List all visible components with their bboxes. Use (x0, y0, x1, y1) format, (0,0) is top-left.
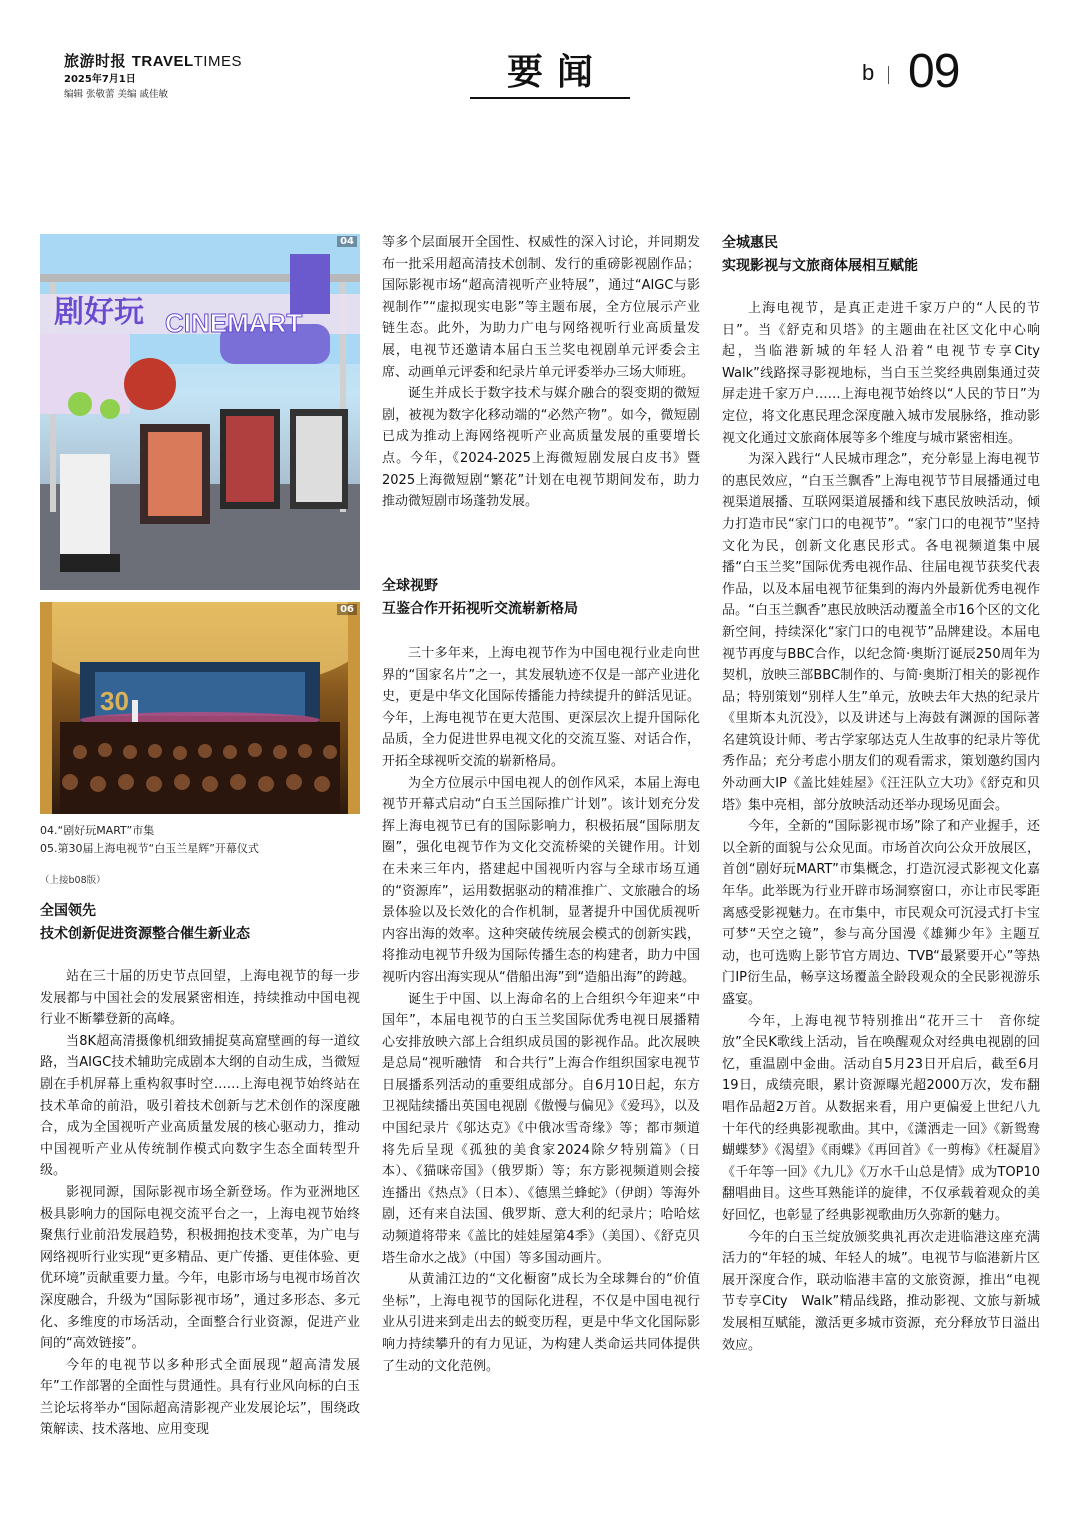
stage-number: 30 (100, 686, 129, 716)
col3-heading-line1: 全城惠民 (722, 235, 778, 251)
brand-chinese: 旅游时报 (64, 52, 127, 70)
col3-paragraph: 今年，全新的“国际影视市场”除了和产业握手，还以全新的面貌与公众见面。市场首次向公众开放展区，首创“剧好玩MART”市集概念，打造沉浸式影视文化嘉年华。此举既为行业开辟市场洞察窗口，亦让市民零距离感受影视魅力。在市集中，市民观众可沉浸式打卡宝可梦“天空之镜”，参与高分国漫《雄狮少年》主题互动，也可选购上影节官方周边、TVB“最紧要开心”等热门IP衍生品，畅享这场覆盖全龄段观众的全民影视游乐盛宴。 (722, 819, 1040, 1007)
page-number: 09 (908, 45, 960, 98)
col2-body-bottom (382, 643, 700, 1377)
col2-heading-line1: 全球视野 (382, 578, 438, 594)
col1-paragraph: 站在三十届的历史节点回望，上海电视节的每一步发展都与中国社会的发展紧密相连，持续推动中国电视行业不断攀登新的高峰。 (40, 969, 360, 1028)
col1-heading-line1: 全国领先 (40, 903, 96, 919)
col2-paragraph: 等多个层面展开全国性、权威性的深入讨论，并同期发布一批采用超高清技术创制、发行的重磅影视剧作品；国际影视市场“超高清视听产业特展”，通过“AIGC与影视制作”“虚拟现实电影”等主题布展，全方位展示产业链生态。此外，为助力广电与网络视听行业高质量发展，电视节还邀请本届白玉兰奖电视剧单元评委会主席、动画单元评委和纪录片单元评委举办三场大师班。 (382, 235, 700, 380)
col1-heading (40, 900, 360, 946)
cinemart-sign-english: CINEMART (165, 308, 303, 338)
col1-paragraph: 当8K超高清摄像机细致捕捉莫高窟壁画的每一道纹路，当AIGC技术辅助完成剧本大纲的自动生成，当微短剧在手机屏幕上重构叙事时空……上海电视节始终站在技术革命的前沿，吸引着技术创新与艺术创作的深度融合，成为全国视听产业高质量发展的核心驱动力，推动中国视听产业从传统制作模式向数字生态全面转型升级。 (40, 1033, 360, 1179)
page-prefix: b (862, 60, 875, 85)
brand-english-light: TIMES (193, 53, 242, 70)
caption-line-1: 04.“剧好玩MART”市集 (40, 824, 155, 837)
col2-paragraph: 诞生于中国、以上海命名的上合组织今年迎来“中国年”，本届电视节的白玉兰奖国际优秀电视日展播精心安排放映六部上合组织成员国的影视作品。此次展映是总局“视听融情 和合共行”上海合作组织国家电视节日展播系列活动的重要组成部分。自6月10日起，东方卫视陆续播出英国电视剧《傲慢与偏见》《爱玛》，以及中国纪录片《邬达克》《中俄冰雪奇缘》等；都市频道将先后呈现《孤独的美食家2024除夕特别篇》（日本）、《猫咪帝国》（俄罗斯）等；东方影视频道则会接连播出《热点》（日本）、《德黑兰蜂蛇》（伊朗）等海外剧，还有来自法国、俄罗斯、意大利的纪录片；哈哈炫动频道将带来《盖比的娃娃屋第4季》（美国）、《舒克贝塔生命水之战》（中国）等多国动画片。 (382, 991, 700, 1266)
col1-paragraph: 影视同源，国际影视市场全新登场。作为亚洲地区极具影响力的国际电视交流平台之一，上海电视节始终聚焦行业前沿发展趋势，积极拥抱技术变革，为广电与网络视听行业实现“更多精品、更广传播、更佳体验、更优环境”贡献重要力量。今年，电影市场与电视市场首次深度融合，升级为“国际影视市场”，通过多形态、多元化、多维度的市场活动，全面整合行业资源，促进产业间的“高效链接”。 (40, 1184, 360, 1352)
col2-paragraph: 诞生并成长于数字技术与媒介融合的裂变期的微短剧，被视为数字化移动端的“必然产物”。如今，微短剧已成为推动上海网络视听产业高质量发展的重要增长点。今年，《2024-2025上海微短剧发展白皮书》暨2025上海微短剧“繁花”计划在电视节期间发布，助力推动微短剧市场蓬勃发展。 (382, 386, 700, 510)
col1-paragraph: 今年的电视节以多种形式全面展现“超高清发展年”工作部署的全面性与贯通性。具有行业风向标的白玉兰论坛将举办“国际超高清影视产业发展论坛”，围绕政策解读、技术落地、应用变现 (40, 1357, 360, 1438)
col3-heading (722, 232, 1040, 278)
cinemart-sign-chinese: 剧好玩 (54, 295, 144, 330)
col2-paragraph: 为全方位展示中国电视人的创作风采，本届上海电视节开幕式启动“白玉兰国际推广计划”。该计划充分发挥上海电视节已有的国际影响力，积极拓展“国际朋友圈”，强化电视节作为文化交流桥梁的关键作用。计划在未来三年内，搭建起中国视听内容与全球市场互通的“资源库”，运用数据驱动的精准推广、文旅融合的场景体验以及长效化的合作机制，显著提升中国优质视听内容出海的效率。这种突破传统展会模式的创新实践，将推动电视节升级为国际传播生态的构建者，助力中国视听内容出海实现从“借船出海”到“造船出海”的跨越。 (382, 775, 700, 985)
col3-paragraph: 今年的白玉兰绽放颁奖典礼再次走进临港这座充满活力的“年轻的城、年轻人的城”。电视节与临港新片区展开深度合作，联动临港丰富的文旅资源，推出“电视节专享City Walk”精品线路，推动影视、文旅与新城发展相互赋能，激活更多城市资源，充分释放节日溢出效应。 (722, 1229, 1040, 1353)
col1-body (40, 966, 360, 1441)
continued-note: （上接b08版） (40, 875, 106, 886)
col3-body (722, 298, 1040, 1356)
page-separator (888, 66, 889, 84)
brand-english-bold: TRAVEL (131, 53, 194, 70)
col2-heading-line2: 互鉴合作开拓视听交流崭新格局 (382, 601, 578, 617)
section-title: 要闻 (506, 51, 607, 93)
photo-cinemart-market (40, 234, 360, 590)
col2-paragraph: 从黄浦江边的“文化橱窗”成长为全球舞台的“价值坐标”，上海电视节的国际化进程，不仅是中国电视行业从引进来到走出去的蜕变历程，更是中华文化国际影响力持续攀升的有力见证，为构建人类命运共同体提供了生动的文化范例。 (382, 1272, 700, 1374)
col2-heading (382, 575, 700, 621)
photo-captions (40, 822, 360, 858)
photo-ceremony-illustration (40, 602, 360, 814)
section-underline (470, 97, 630, 99)
photo-number: 04 (337, 236, 357, 247)
col3-heading-line2: 实现影视与文旅商体展相互赋能 (722, 258, 918, 274)
col3-paragraph: 今年，上海电视节特别推出“花开三十 音你绽放”全民K歌线上活动，旨在唤醒观众对经典电视剧的回忆，重温剧中金曲。活动自5月23日开启后，截至6月19日，成绩亮眼，累计资源曝光超2000万次，发布翻唱作品超2万首。从数据来看，用户更偏爱上世纪八九十年代的经典影视歌曲。其中，《潇洒走一回》《新鸳鸯蝴蝶梦》《渴望》《雨蝶》《再回首》《一剪梅》《枉凝眉》《千年等一回》《九儿》《万水千山总是情》成为TOP10翻唱曲目。这些耳熟能详的旋律，不仅承载着观众的美好回忆，也彰显了经典影视歌曲历久弥新的魅力。 (722, 1013, 1040, 1223)
photo-opening-ceremony (40, 602, 360, 814)
issue-date: 2025年7月1日 (64, 74, 136, 85)
col2-body-top (382, 232, 700, 513)
photo-number: 06 (337, 604, 357, 615)
caption-line-2: 05.第30届上海电视节“白玉兰星辉”开幕仪式 (40, 842, 259, 855)
col2-paragraph: 三十多年来，上海电视节作为中国电视行业走向世界的“国家名片”之一，其发展轨迹不仅是一部产业进化史，更是中华文化国际传播能力持续提升的鲜活见证。今年，上海电视节在更大范围、更深层次上提升国际化品质，全力促进世界电视文化的交流互鉴、对话合作，开拓全球视听交流的崭新格局。 (382, 646, 700, 769)
editors-line: 编辑 张敬蕾 美编 戚佳敏 (64, 89, 169, 100)
photo-cinemart-illustration (40, 234, 360, 590)
col3-paragraph: 上海电视节，是真正走进千家万户的“人民的节日”。当《舒克和贝塔》的主题曲在社区文化中心响起，当临港新城的年轻人沿着“电视节专享City Walk”线路探寻影视地标，当白玉兰奖经典剧集通过荧屏走进千家万户……上海电视节始终以“人民的节日”为定位，将文化惠民理念深度融入城市发展脉络，推动影视文化通过文旅商体展等多个维度与城市紧密相连。 (722, 301, 1040, 446)
col1-heading-line2: 技术创新促进资源整合催生新业态 (40, 926, 250, 942)
col3-paragraph: 为深入践行“人民城市理念”，充分彰显上海电视节的惠民效应，“白玉兰飘香”上海电视节节目展播通过电视渠道展播、互联网渠道展播和线下惠民放映活动，倾力打造市民“家门口的电视节”。“家门口的电视节”坚持文化为民，创新文化惠民形式。各电视频道集中展播“白玉兰奖”国际优秀电视作品、往届电视节获奖代表作品，以及本届电视节征集到的海内外最新优秀电视作品。“白玉兰飘香”惠民放映活动覆盖全市16个区的文化新空间，持续深化“家门口的电视节”品牌建设。本届电视节再度与BBC合作，以纪念简·奥斯汀诞辰250周年为契机，放映三部BBC制作的、与简·奥斯汀相关的影视作品；特别策划“别样人生”单元，放映去年大热的纪录片《里斯本丸沉没》，以及讲述与上海鼓有渊源的国际著名建筑设计师、考古学家邬达克人生故事的纪录片等优秀作品；充分考虑小朋友们的观看需求，策划邀约国内外动画大IP《盖比娃娃屋》《汪汪队立大功》《舒克和贝塔》集中亮相，部分放映活动还举办现场见面会。 (722, 452, 1040, 813)
newspaper-brand (64, 50, 242, 71)
